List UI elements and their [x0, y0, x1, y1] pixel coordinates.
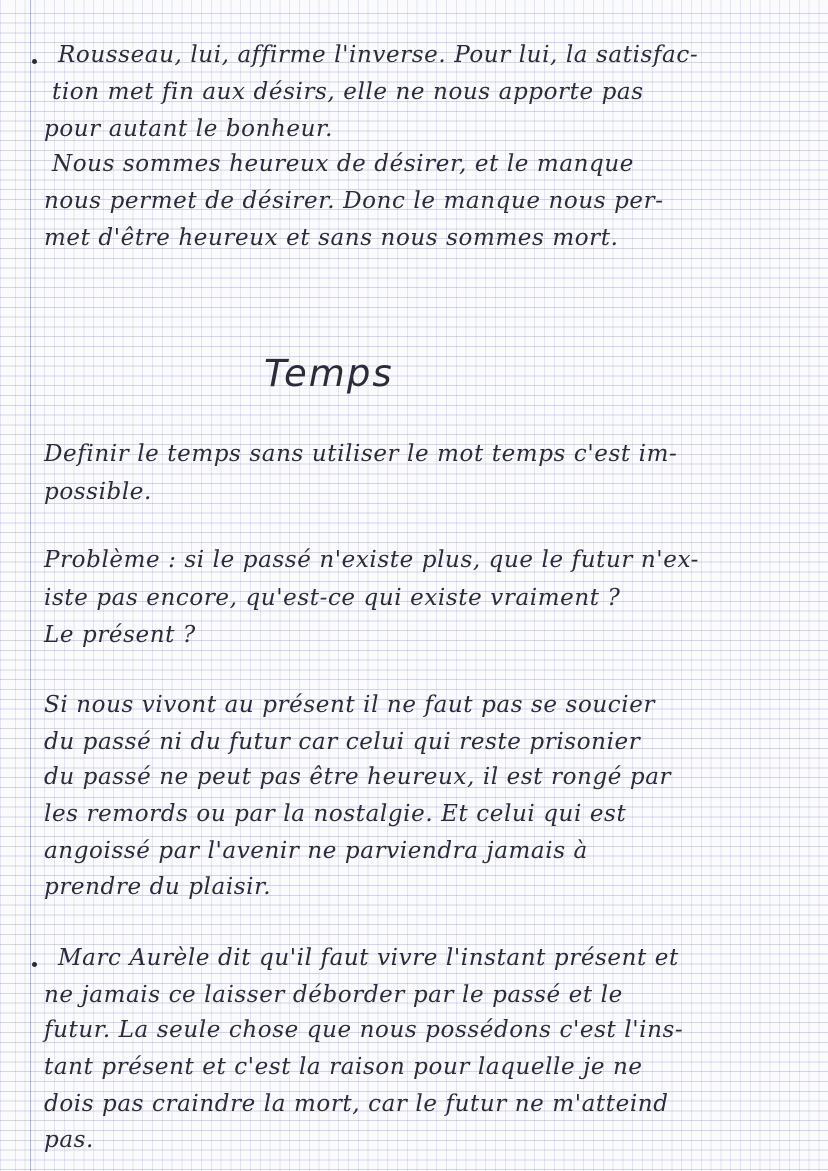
text-line: met d'être heureux et sans nous sommes mort. — [44, 225, 619, 251]
text-line: angoissé par l'avenir ne parviendra jamais à — [44, 838, 588, 864]
text-line: Si nous vivont au présent il ne faut pas se soucier — [44, 692, 656, 718]
text-line: Nous sommes heureux de désirer, et le manque — [52, 151, 634, 177]
text-line: tant présent et c'est la raison pour laquelle je ne — [44, 1054, 643, 1080]
text-line: nous permet de désirer. Donc le manque nous per- — [44, 188, 664, 214]
section-title: Temps — [264, 352, 394, 395]
text-line: futur. La seule chose que nous possédons c'est l'ins- — [44, 1017, 684, 1043]
text-line: Rousseau, lui, affirme l'inverse. Pour lui, la satisfac- — [58, 42, 699, 68]
bullet-point — [32, 962, 37, 967]
text-line: ne jamais ce laisser déborder par le passé et le — [44, 982, 623, 1008]
text-line: pour autant le bonheur. — [44, 116, 334, 142]
text-line: tion met fin aux désirs, elle ne nous apporte pas — [52, 79, 644, 105]
text-line: Problème : si le passé n'existe plus, que le futur n'ex- — [44, 547, 699, 573]
text-line: Le présent ? — [44, 622, 196, 648]
text-line: prendre du plaisir. — [44, 874, 272, 900]
margin-line — [30, 0, 31, 1171]
text-line: possible. — [44, 479, 152, 505]
text-line: iste pas encore, qu'est-ce qui existe vraiment ? — [44, 585, 621, 611]
text-line: du passé ni du futur car celui qui reste prisonier — [44, 729, 641, 755]
text-line: dois pas craindre la mort, car le futur ne m'atteind — [44, 1091, 669, 1117]
bullet-point — [32, 59, 37, 64]
text-line: Marc Aurèle dit qu'il faut vivre l'instant présent et — [58, 945, 679, 971]
text-line: les remords ou par la nostalgie. Et celui qui est — [44, 801, 627, 827]
text-line: pas. — [44, 1127, 94, 1153]
text-line: du passé ne peut pas être heureux, il est rongé par — [44, 764, 672, 790]
text-line: Definir le temps sans utiliser le mot temps c'est im- — [44, 441, 678, 467]
